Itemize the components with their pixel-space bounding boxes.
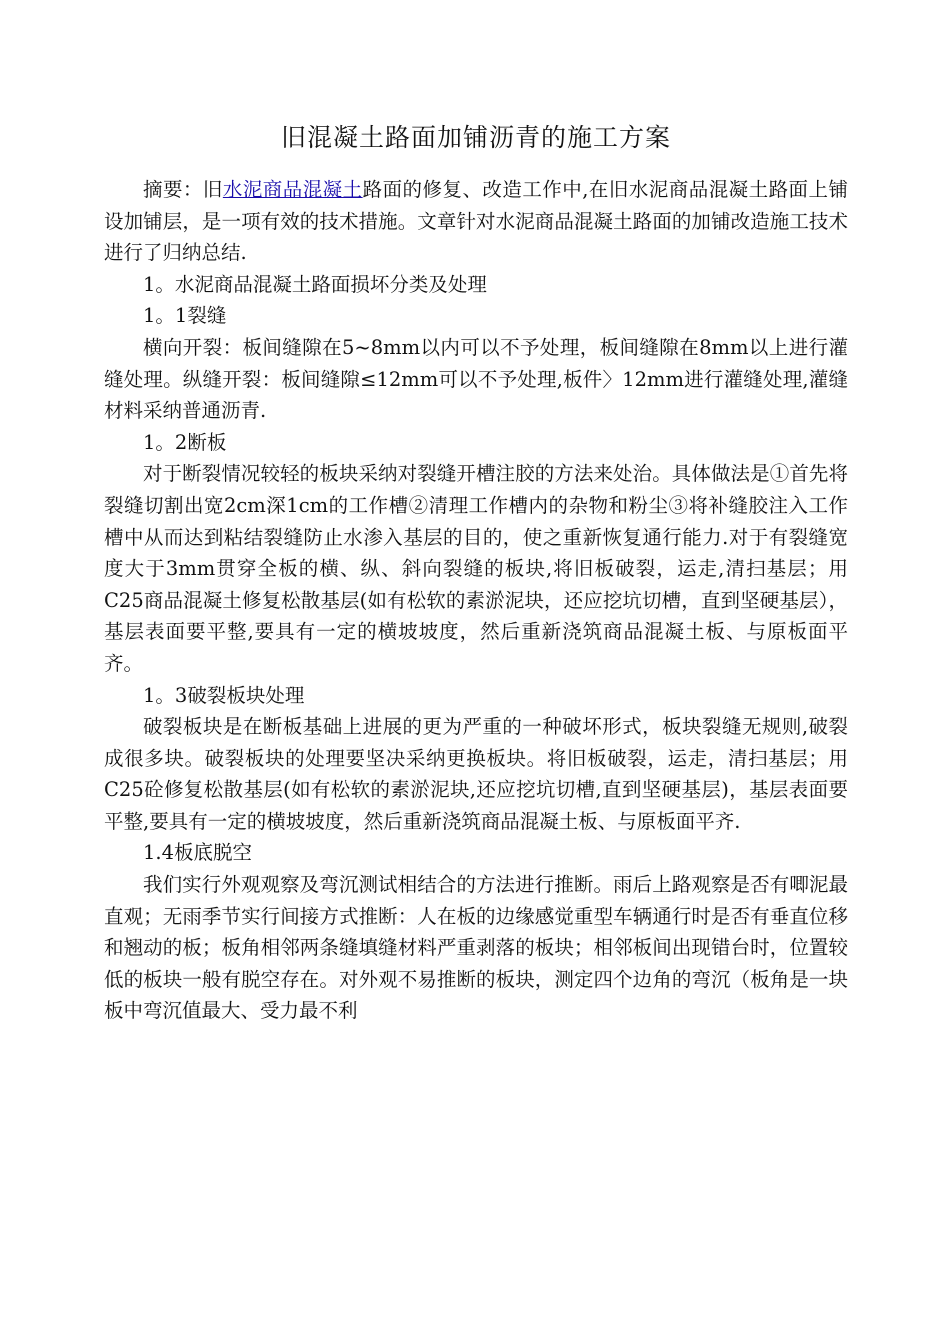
paragraph-broken-slab: 对于断裂情况较轻的板块采纳对裂缝开槽注胶的方法来处治。具体做法是①首先将裂缝切割出宽2cm深1cm的工作槽②清理工作槽内的杂物和粉尘③将补缝胶注入工作槽中从而达到粘结裂缝防止水渗入基层的目的，使之重新恢复通行能力.对于有裂缝宽度大于3mm贯穿全板的横、纵、斜向裂缝的板块,将旧板破裂，运走,清扫基层；用C25商品混凝土修复松散基层(如有松软的素淤泥块，还应挖坑切槽，直到坚硬基层），基层表面要平整,要具有一定的横坡坡度，然后重新浇筑商品混凝土板、与原板面平齐。 xyxy=(104,462,848,675)
paragraph-cracks: 横向开裂：板间缝隙在5~8mm以内可以不予处理，板间缝隙在8mm以上进行灌缝处理。纵缝开裂：板间缝隙≤12mm可以不予处理,板件〉12mm进行灌缝处理,灌缝材料采纳普通沥青. xyxy=(104,335,848,423)
section-heading-1-1: 1。1裂缝 xyxy=(143,304,227,328)
abstract-paragraph xyxy=(104,174,848,269)
section-heading-1-4: 1.4板底脱空 xyxy=(143,841,253,865)
abstract-suffix: 路面的修复、改造工作中,在旧水泥商品混凝土路面上铺设加铺层，是一项有效的技术措施。文章针对水泥商品混凝土路面的加铺改造施工技术进行了归纳总结. xyxy=(104,178,848,265)
abstract-prefix: 摘要：旧 xyxy=(143,178,223,201)
section-heading-1-3: 1。3破裂板块处理 xyxy=(143,683,305,707)
paragraph-slab-voids: 我们实行外观观察及弯沉测试相结合的方法进行推断。雨后上路观察是否有唧泥最直观；无雨季节实行间接方式推断：人在板的边缘感觉重型车辆通行时是否有垂直位移和翘动的板；板角相邻两条缝填缝材料严重剥落的板块；相邻板间出现错台时，位置较低的板块一般有脱空存在。对外观不易推断的板块，测定四个边角的弯沉（板角是一块板中弯沉值最大、受力最不利 xyxy=(104,873,848,1023)
section-heading-1: 1。水泥商品混凝土路面损坏分类及处理 xyxy=(143,272,487,296)
concrete-link[interactable]: 水泥商品混凝土 xyxy=(222,178,363,201)
section-heading-1-2: 1。2断板 xyxy=(143,430,227,454)
document-title: 旧混凝土路面加铺沥青的施工方案 xyxy=(280,123,671,152)
document-page xyxy=(104,114,848,1027)
paragraph-shattered-slab: 破裂板块是在断板基础上进展的更为严重的一种破坏形式，板块裂缝无规则,破裂成很多块。破裂板块的处理要坚决采纳更换板块。将旧板破裂，运走，清扫基层；用C25砼修复松散基层(如有松软的素淤泥块,还应挖坑切槽,直到坚硬基层)，基层表面要平整,要具有一定的横坡坡度，然后重新浇筑商品混凝土板、与原板面平齐. xyxy=(104,715,848,833)
